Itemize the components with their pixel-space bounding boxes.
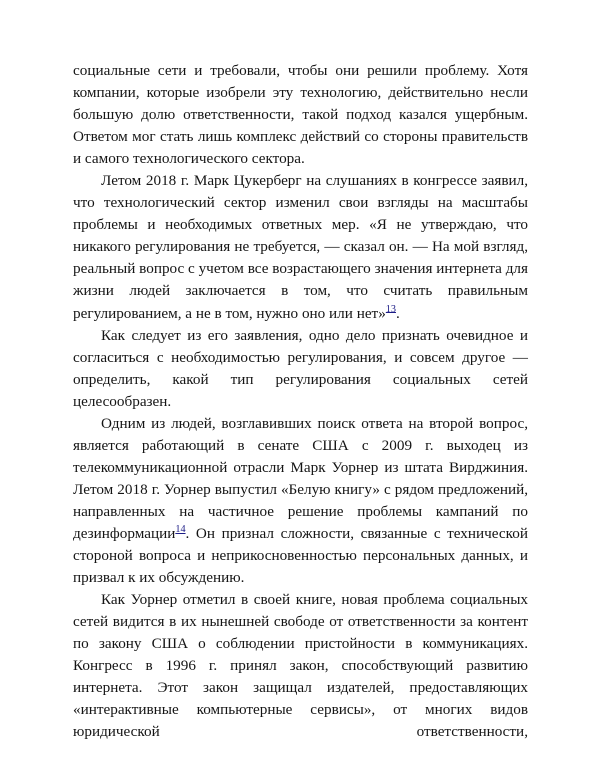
paragraph-4-text-before-footnote: Одним из людей, возглавивших поиск ответа на второй вопрос, является работающий в сенате США с 2009 г. выходец из телекоммуникационной отрасли Марк Уорнер из штата Вирджиния. Летом 2018 г. Уорнер выпустил «Белую книгу» с рядом предложений, направленных на частичное решение проблемы кампаний по дезинформации	[73, 414, 528, 542]
paragraph-2-text-after-footnote: .	[395, 304, 400, 322]
paragraph-3: Как следует из его заявления, одно дело признать очевидное и согласиться с необходимостью регулирования, и совсем другое — определить, какой тип регулирования социальных сетей целесообразен.	[73, 326, 528, 410]
paragraph-1: социальные сети и требовали, чтобы они решили проблему. Хотя компании, которые изобрели эту технологию, действительно несли большую долю ответственности, такой подход казался ущербным. Ответом мог стать лишь комплекс действий со стороны правительств и самого технологического сектора.	[73, 62, 528, 168]
paragraph-2-text-before-footnote: Летом 2018 г. Марк Цукерберг на слушаниях в конгрессе заявил, что технологический сектор изменил свои взгляды на масштабы проблемы и необходимых ответных мер. «Я не утверждаю, что никакого регулирования не требуется, — сказал он. — На мой взгляд, реальный вопрос с учетом все возрастающего значения интернета для жизни людей заключается в том, что считать правильным регулированием, а не в том, нужно оно или нет»	[73, 172, 529, 322]
footnote-reference-14[interactable]: 14	[175, 523, 186, 535]
paragraph-2	[73, 170, 528, 324]
paragraph-4	[73, 413, 528, 589]
paragraph-4-text-after-footnote: . Он признал сложности, связанные с технической стороной вопроса и неприкосновенностью персональных данных, и призвал к их обсуждению.	[73, 524, 528, 587]
paragraph-5: Как Уорнер отметил в своей книге, новая проблема социальных сетей видится в их нынешней свободе от ответственности за контент по закону США о соблюдении пристойности в коммуникациях. Конгресс в 1996 г. принял закон, способствующий развитию интернета. Этот закон защищал издателей, предоставляющих «интерактивные компьютерные сервисы», от многих видов юридической ответственности,	[73, 591, 528, 741]
footnote-reference-13[interactable]: 13	[385, 303, 396, 315]
text-column	[73, 60, 528, 766]
